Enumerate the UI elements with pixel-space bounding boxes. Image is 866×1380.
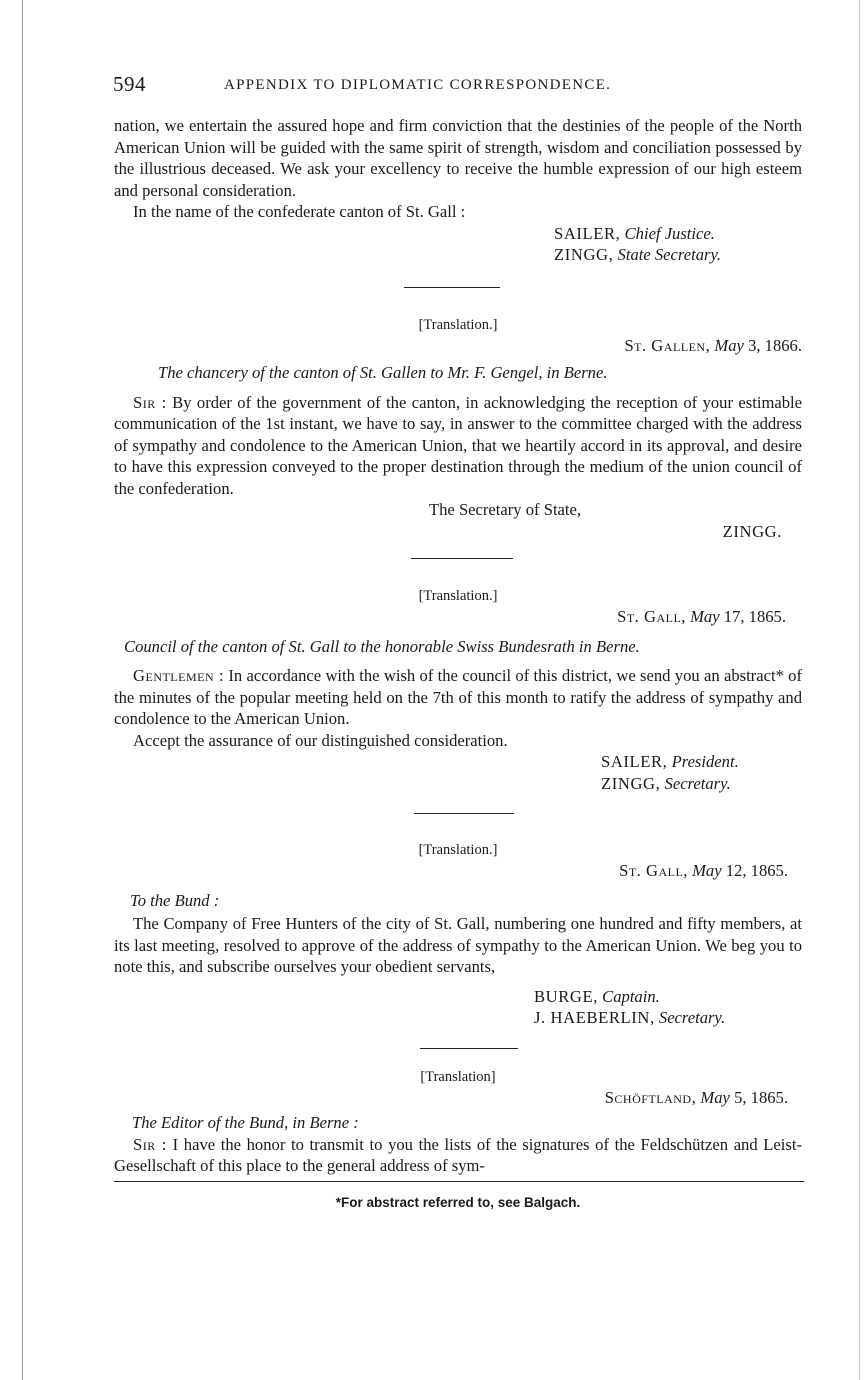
- letter-body: [114, 392, 802, 500]
- section-divider: [420, 1048, 518, 1049]
- running-head: APPENDIX TO DIPLOMATIC CORRESPONDENCE.: [224, 77, 612, 93]
- dateline-place: St. Gallen,: [624, 335, 711, 355]
- letter-body-text: By order of the government of the canton, in acknowledging the reception of your estimable communication of the 1st instant, we have to say, in answer to the committee charged with the address of sympathy and condolence to the American Union, that we heartily accord in its approval, and desire to have this expression conveyed to the proper destination through the medium of the union council of the confederation.: [114, 392, 802, 498]
- page-left-edge: [22, 0, 23, 1380]
- translation-label: [Translation.]: [418, 588, 498, 604]
- dateline: [114, 606, 802, 628]
- translation-label: [Translation.]: [418, 316, 498, 333]
- signatory-name: SAILER,: [601, 752, 668, 771]
- signature-line: [554, 244, 802, 266]
- page-number: 594: [113, 72, 146, 96]
- letter-4: [114, 840, 802, 1029]
- signature-block: [114, 986, 802, 1029]
- signatory-role: President.: [671, 752, 739, 771]
- dateline-month: May: [692, 861, 722, 880]
- signature-block: [114, 223, 802, 266]
- letter-heading: Council of the canton of St. Gall to the honorable Swiss Bundesrath in Berne.: [124, 636, 640, 656]
- signatory-name: J. HAEBERLIN,: [534, 1008, 655, 1027]
- letter-body: [114, 1134, 802, 1177]
- signatory-role: State Secretary.: [617, 245, 722, 264]
- dateline-month: May: [714, 335, 744, 355]
- dateline-date: 3, 1866.: [748, 335, 802, 355]
- section-divider: [411, 558, 513, 559]
- signatory-role: Chief Justice.: [624, 223, 715, 243]
- signatory-role: Secretary.: [658, 1008, 726, 1027]
- dateline-date: 17, 1865.: [723, 607, 786, 626]
- dateline-place: St. Gall,: [619, 861, 688, 880]
- section-divider: [414, 813, 514, 814]
- footnote-divider: [114, 1181, 804, 1182]
- letter-2: [114, 315, 802, 543]
- signature-line: [601, 751, 802, 773]
- signature-line: [601, 773, 802, 795]
- dateline: [114, 1087, 802, 1109]
- salutation: Sir :: [133, 1134, 167, 1154]
- signature-block: [114, 751, 802, 794]
- letter-body: [114, 665, 802, 730]
- signatory-name: [114, 521, 802, 543]
- footnote: *For abstract referred to, see Balgach.: [335, 1194, 581, 1210]
- section-divider: [404, 287, 500, 288]
- dateline: [114, 335, 802, 357]
- letter-1-paragraph: nation, we entertain the assured hope and firm conviction that the destinies of the people of the North American Union will be guided with the same spirit of strength, wisdom and conciliation possessed by the illustrious deceased. We ask your excellency to receive the humble expression of our high esteem and personal consideration.: [114, 116, 802, 200]
- letter-body: The Company of Free Hunters of the city of St. Gall, numbering one hundred and fifty members, at its last meeting, resolved to approve of the address of sympathy to the American Union. We beg you to note this, and subscribe ourselves your obedient servants,: [114, 914, 802, 976]
- letter-heading: The chancery of the canton of St. Gallen to Mr. F. Gengel, in Berne.: [158, 363, 608, 382]
- signature-title: The Secretary of State,: [429, 500, 582, 519]
- letter-heading: The Editor of the Bund, in Berne :: [132, 1113, 359, 1132]
- letter-3: [114, 586, 802, 794]
- signatory-name: ZINGG,: [554, 245, 614, 264]
- signature-line: [534, 986, 802, 1008]
- signatory-role: Captain.: [602, 986, 660, 1006]
- page-content: [114, 115, 802, 1212]
- salutation: Gentlemen :: [133, 666, 225, 685]
- dateline: [114, 860, 802, 882]
- dateline-date: 12, 1865.: [725, 861, 788, 880]
- dateline-place: Schöftland,: [604, 1087, 697, 1107]
- signature-line: [534, 1007, 802, 1029]
- salutation: Sir :: [133, 392, 167, 412]
- dateline-place: St. Gall,: [617, 607, 686, 626]
- signatory-name: SAILER,: [554, 223, 621, 243]
- signatory-role: Secretary.: [664, 773, 731, 793]
- letter-1-closing: In the name of the confederate canton of St. Gall :: [133, 202, 466, 221]
- signatory-name: ZINGG,: [601, 773, 661, 793]
- letter-body-text: I have the honor to transmit to you the lists of the signatures of the Feldschützen and Leist-Gesellschaft of this place to the general address of sym-: [114, 1134, 802, 1175]
- signature-line: [554, 223, 802, 245]
- translation-label: [Translation]: [420, 1068, 496, 1085]
- dateline-month: May: [690, 607, 720, 626]
- dateline-date: 5, 1865.: [734, 1087, 788, 1107]
- letter-body-text: In accordance with the wish of the council of this district, we send you an abstract* of the minutes of the popular meeting held on the 7th of this month to ratify the address of sympathy and condolence to the American Union.: [114, 666, 802, 728]
- translation-label: [Translation.]: [418, 842, 498, 858]
- letter-5: [114, 1067, 802, 1177]
- signatory-name: BURGE,: [534, 986, 598, 1006]
- page-header: [113, 72, 803, 100]
- signatory-name-text: ZINGG.: [722, 521, 782, 541]
- dateline-month: May: [700, 1087, 730, 1107]
- letter-1: [114, 115, 802, 266]
- letter-closing: Accept the assurance of our distinguished consideration.: [133, 730, 508, 750]
- letter-heading: To the Bund :: [130, 890, 220, 910]
- page-right-edge: [859, 0, 860, 1380]
